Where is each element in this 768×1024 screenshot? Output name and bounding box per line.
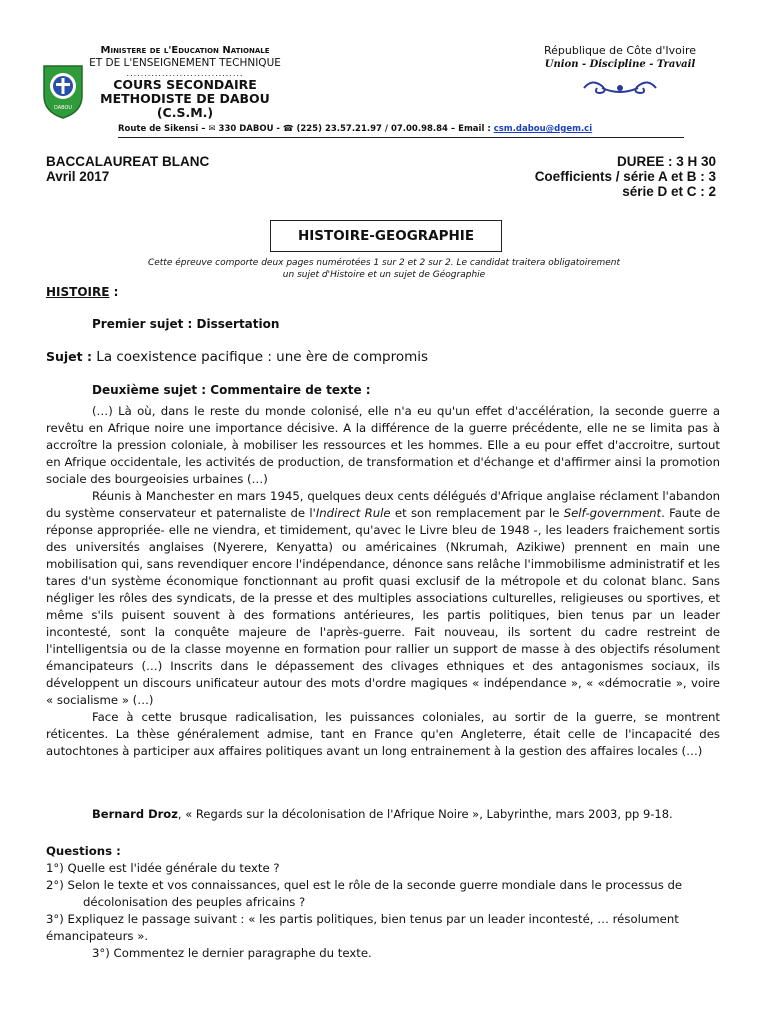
question-2: 2°) Selon le texte et vos connaissances, quel est le rôle de la seconde guerre mondiale dans le processus de <box>46 878 683 892</box>
sujet-prefix: Sujet : <box>46 349 92 364</box>
ministry-line2: ET DE L'ENSEIGNEMENT TECHNIQUE <box>89 57 281 69</box>
exam-title: BACCALAUREAT BLANC <box>46 154 210 169</box>
school-logo-icon <box>40 62 86 120</box>
instructions-line2: un sujet d'Histoire et un sujet de Géographie <box>282 270 486 280</box>
school-line2: METHODISTE DE DABOU <box>100 91 270 106</box>
republic-name: République de Côte d'Ivoire <box>543 44 696 57</box>
text-paragraph-3: Face à cette brusque radicalisation, les puissances coloniales, au sortir de la guerre, se montrent réticentes. La thèse généralement admise, tant en France qu'en Angleterre, était celle de l'incapacité des autochtones à participer aux affaires politiques avant un long entrainement à la gestion des affaires locales (…) <box>46 710 720 758</box>
exam-instructions <box>100 257 668 281</box>
questions-heading: Questions : <box>46 844 121 858</box>
question-4: 3°) Commentez le dernier paragraphe du texte. <box>92 946 372 960</box>
exam-date: Avril 2017 <box>46 169 110 184</box>
questions-block <box>46 843 720 962</box>
sujet-text: La coexistence pacifique : une ère de compromis <box>92 349 429 365</box>
sujet2-label: Deuxième sujet : Commentaire de texte : <box>92 383 371 397</box>
ornament-icon <box>578 76 662 98</box>
text-reference <box>92 807 673 821</box>
contact-text: Route de Sikensi – ✉ 330 DABOU - ☎ (225) 23.57.21.97 / 07.00.98.84 – Email : <box>118 124 494 134</box>
text-paragraph-1: (…) Là où, dans le reste du monde colonisé, elle n'a eu qu'un effet d'accélération, la seconde guerre a revêtu en Afrique noire une importance décisive. A la différence de la guerre précédente, elle ne se limita pas à accroître la pression coloniale, à mobiliser les ressources et les hommes. Elle a eu pour effet d'accroitre, surtout en Afrique occidentale, les activités de production, de transformation et d'échange et d'affirmer ainsi la promotion sociale des bourgeoisies urbaines (…) <box>46 404 720 486</box>
national-motto: Union - Discipline - Travail <box>544 59 696 70</box>
question-2-cont: décolonisation des peuples africains ? <box>83 895 306 909</box>
instructions-line1: Cette épreuve comporte deux pages numérotées 1 sur 2 et 2 sur 2. Le candidat traitera obligatoirement <box>147 258 621 268</box>
text-paragraph-2: Réunis à Manchester en mars 1945, quelques deux cents délégués d'Afrique anglaise réclament l'abandon du système conservateur et paternaliste de l'Indirect Rule et son remplacement par le Self-government. Faute de réponse appropriée- elle ne viendra, et timidement, qu'avec le Livre bleu de 1948 -, les leaders fraichement sortis des universités anglaises (Nyerere, Kenyatta) ou américaines (Nkrumah, Azikiwe) prennent en main une mobilisation qui, sans revendiquer encore l'indépendance, dénonce sans relâche l'immobilisme administratif et les tares d'un système économique fonctionnant au profit quasi exclusif de la métropole et du colonat blanc. Sans négliger les rôles des syndicats, de la presse et des multiples associations culturelles, religieuses ou sportives, et même s'ils puisent souvent à des formations antérieures, les partis politiques, bien tenus par un leader incontesté, sont la conquête majeure de l'après-guerre. Fait nouveau, ils sortent du cadre restreint de l'intelligentsia ou de la classe moyenne en formation pour rallier un support de masse à des objectifs résolument émancipateurs (…) Inscrits dans le dépassement des clivages ethniques et des antagonismes sociaux, ils développent un discours unificateur autour des mots d'ordre magiques « indépendance », « «démocratie », voire « socialisme » (…) <box>46 489 721 707</box>
reference-rest: , « Regards sur la décolonisation de l'Afrique Noire », Labyrinthe, mars 2003, pp 9-18. <box>177 807 673 821</box>
ministry-block <box>70 44 300 120</box>
email-link[interactable]: csm.dabou@dgem.ci <box>493 124 593 134</box>
histoire-heading: HISTOIRE <box>46 285 110 299</box>
exam-info-right <box>416 154 716 199</box>
reference-author: Bernard Droz <box>92 807 178 821</box>
school-line3: (C.S.M.) <box>156 105 214 120</box>
header-divider <box>118 137 684 138</box>
subject-title: HISTOIRE-GEOGRAPHIE <box>270 220 502 252</box>
republic-block <box>520 44 720 72</box>
exam-coef-1: Coefficients / série A et B : 3 <box>534 169 716 184</box>
ministry-line1: Ministere de l'Education Nationale <box>100 45 270 56</box>
exam-info-left <box>46 154 209 184</box>
logo-label: DABOU <box>53 105 73 111</box>
histoire-colon: : <box>109 285 119 299</box>
question-3-cont: émancipateurs ». <box>46 929 149 943</box>
school-line1: COURS SECONDAIRE <box>113 77 257 92</box>
question-3: 3°) Expliquez le passage suivant : « les partis politiques, bien tenus par un leader incontesté, … résolument <box>46 912 679 926</box>
exam-duration: DUREE : 3 H 30 <box>616 154 716 169</box>
question-1: 1°) Quelle est l'idée générale du texte ? <box>46 861 280 875</box>
sujet-line <box>46 349 428 365</box>
section-histoire <box>46 285 118 299</box>
separator-dots: ................................. <box>126 69 244 78</box>
contact-line <box>118 124 718 134</box>
commentary-text <box>46 403 720 760</box>
exam-coef-2: série D et C : 2 <box>622 184 716 199</box>
sujet1-label: Premier sujet : Dissertation <box>92 317 280 331</box>
